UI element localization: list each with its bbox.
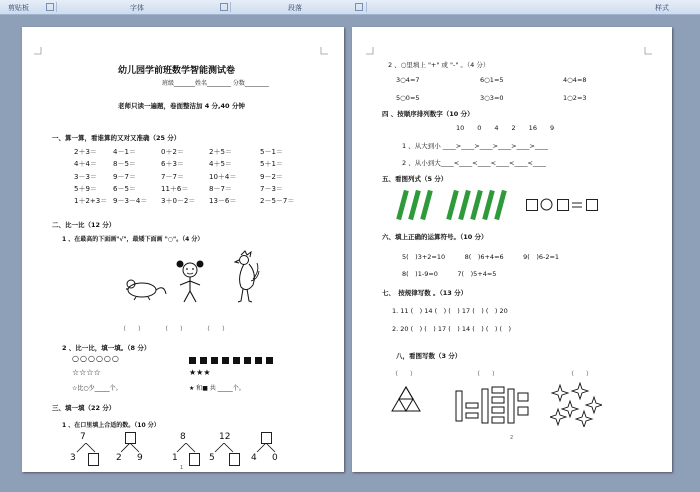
crop-mark-icon: [320, 47, 328, 55]
and-total-text: ★ 和■ 共 _____个。: [189, 385, 245, 392]
arithmetic-column: [209, 146, 236, 207]
ribbon-paragraph-label[interactable]: 段落: [288, 4, 302, 12]
stars-outline-row: ☆☆☆☆: [72, 368, 101, 377]
arithmetic-item: 5＋9＝: [74, 184, 97, 193]
green-stick: [446, 190, 459, 220]
ribbon-styles-label[interactable]: 样式: [655, 4, 669, 12]
arithmetic-item: 9－2＝: [260, 172, 283, 181]
order-ascending[interactable]: 2 、从小到大____<____<____<____<____<____: [402, 159, 546, 167]
section-7-heading: 七、 按规律写数 。（13 分）: [382, 289, 468, 297]
question-2-1: 1 、在最高的下面画"√"，最矮下面画 "○"。（4 分）: [62, 236, 204, 243]
equals-icon: [571, 201, 583, 209]
split-left: 4: [251, 453, 257, 463]
equation-box[interactable]: [586, 199, 598, 211]
crop-mark-icon: [34, 47, 42, 55]
green-stick: [470, 190, 483, 220]
ribbon-clipboard-label[interactable]: 剪贴板: [8, 4, 29, 12]
split-left: 2: [116, 453, 122, 463]
fill-row[interactable]: 5( )3+2=10 8( )6+4=6 9( )6-2=1: [402, 253, 560, 261]
number-split: [207, 432, 241, 468]
fill-row[interactable]: 8( )1-9=0 7( )5+4=5: [402, 270, 497, 278]
arithmetic-column: [74, 146, 107, 207]
compare-text: ☆比○少_____个。: [72, 385, 122, 392]
blocks-figure: [452, 383, 532, 431]
ribbon-separator: [230, 2, 231, 12]
rooster-illustration: [227, 249, 261, 305]
green-stick: [396, 190, 409, 220]
split-top: 8: [180, 432, 186, 442]
page-title: 幼儿园学前班数学智能测试卷: [118, 66, 236, 76]
op-item: 3○4=7: [396, 76, 420, 84]
question-3-1: 1 、在口里填上合适的数。（10 分）: [62, 422, 160, 429]
ribbon-launcher-paragraph[interactable]: [355, 3, 363, 11]
section-3-heading: 三、填一填（22 分）: [52, 404, 116, 412]
order-descending[interactable]: 1 、从大到小 ____>____>____>____>____>____: [402, 142, 548, 150]
sequence-row[interactable]: 1. 11 ( ) 14 ( ) ( ) 17 ( ) ( ) 20: [392, 307, 508, 315]
arithmetic-item: 10＋4＝: [209, 172, 237, 181]
op-item: 5○0=5: [396, 94, 420, 102]
arithmetic-item: 8－5＝: [113, 160, 136, 169]
arithmetic-item: 2＋3＝: [74, 148, 97, 156]
section-2-heading: 二、比一比（12 分）: [52, 221, 116, 229]
stars-filled-row: ★★★: [189, 368, 211, 377]
document-page-1[interactable]: [22, 27, 344, 472]
arithmetic-item: 11＋6＝: [161, 184, 189, 193]
section-5-heading: 五、看图列式（5 分）: [382, 175, 448, 183]
arithmetic-item: 9－7＝: [113, 172, 136, 181]
black-square-icon: [244, 357, 251, 364]
arithmetic-item: 4＋4＝: [74, 160, 97, 169]
arithmetic-item: 0＋2＝: [161, 148, 184, 156]
arithmetic-item: 6－5＝: [113, 184, 136, 193]
black-square-icon: [266, 357, 273, 364]
arithmetic-item: 8－7＝: [209, 184, 232, 193]
document-page-2[interactable]: [352, 27, 672, 472]
arithmetic-item: 6＋3＝: [161, 160, 184, 169]
answer-parentheses[interactable]: （ ）: [474, 371, 499, 378]
ribbon-separator: [366, 2, 367, 12]
circles-row: ○○○○○○: [72, 354, 120, 363]
black-square-icon: [211, 357, 218, 364]
op-item: 1○2=3: [563, 94, 587, 102]
number-split: [250, 432, 284, 468]
ribbon-font-label[interactable]: 字体: [130, 4, 144, 12]
arithmetic-item: 7－3＝: [260, 184, 283, 193]
split-lines-icon: [254, 443, 278, 453]
ribbon-launcher-clipboard[interactable]: [46, 3, 54, 11]
arithmetic-item: 3＋0－2＝: [161, 197, 196, 206]
equation-box[interactable]: [557, 199, 569, 211]
black-square-icon: [255, 357, 262, 364]
split-top: 12: [219, 432, 231, 442]
section-4-heading: 四 、按顺序排列数字（10 分）: [382, 110, 474, 118]
answer-parentheses[interactable]: （ ）: [392, 371, 417, 378]
number-list: 10 0 4 2 16 9: [456, 124, 555, 132]
arithmetic-item: 13－6＝: [209, 197, 237, 206]
arithmetic-item: 2－5－7＝: [260, 197, 295, 206]
crop-mark-icon: [366, 47, 374, 55]
arithmetic-item: 9－3－4＝: [113, 197, 148, 206]
page-number: 2: [510, 435, 514, 441]
answer-box[interactable]: [88, 453, 99, 466]
split-lines-icon: [118, 443, 142, 453]
green-stick: [458, 190, 471, 220]
answer-parentheses-row[interactable]: （ ） （ ） （ ）: [120, 326, 229, 333]
black-square-icon: [200, 357, 207, 364]
black-square-icon: [233, 357, 240, 364]
split-left: 5: [209, 453, 215, 463]
arithmetic-item: 4＋5＝: [209, 160, 232, 169]
green-stick: [482, 190, 495, 220]
split-top: 7: [80, 432, 86, 442]
mouse-illustration: [122, 272, 168, 302]
split-right: 9: [137, 453, 143, 463]
number-split: [70, 432, 100, 468]
arithmetic-item: 2＋5＝: [209, 148, 232, 156]
green-stick: [494, 190, 507, 220]
arithmetic-column: [113, 146, 147, 207]
arithmetic-item: 3－3＝: [74, 172, 97, 181]
student-info-line: 班级_______姓名________ 分数________: [162, 80, 269, 87]
answer-box[interactable]: [229, 453, 240, 466]
split-lines-icon: [212, 443, 236, 453]
equation-circle-icon[interactable]: [540, 198, 553, 211]
split-right: 0: [272, 453, 278, 463]
number-split: [116, 432, 146, 468]
arithmetic-item: 5＋1＝: [260, 160, 283, 169]
section-1-heading: 一、算一算，看谁算的又对又准确（25 分）: [52, 134, 181, 142]
number-split: [172, 432, 202, 468]
answer-parentheses[interactable]: （ ）: [568, 371, 593, 378]
black-square-icon: [189, 357, 196, 364]
arithmetic-item: 5－1＝: [260, 148, 283, 156]
triangles-figure: [390, 385, 422, 413]
equation-box[interactable]: [526, 199, 538, 211]
arithmetic-item: 7－7＝: [161, 172, 184, 181]
split-lines-icon: [74, 443, 98, 453]
arithmetic-item: 4－1＝: [113, 148, 136, 156]
ribbon-separator: [56, 2, 57, 12]
split-left: 1: [172, 453, 178, 463]
black-square-icon: [222, 357, 229, 364]
split-lines-icon: [174, 443, 198, 453]
page-number: 1: [180, 465, 184, 471]
instruction-note: 老师只读一遍题，卷面整洁加 4 分,40 分钟: [118, 102, 245, 110]
op-item: 3○3=0: [480, 94, 504, 102]
green-stick: [420, 190, 433, 220]
stars-figure: [550, 381, 602, 427]
arithmetic-column: [260, 146, 294, 207]
sequence-row[interactable]: 2. 20 ( ) ( ) 17 ( ) 14 ( ) ( ) ( ): [392, 325, 512, 333]
question-2-2: 2 、比一比，填一填。（8 分）: [62, 344, 151, 352]
arithmetic-column: [161, 146, 195, 207]
ribbon-bar: [0, 0, 700, 15]
answer-box[interactable]: [189, 453, 200, 466]
crop-mark-icon: [644, 47, 652, 55]
section-6-heading: 六、填上正确的运算符号。（10 分）: [382, 233, 488, 241]
child-illustration: [174, 259, 206, 305]
op-item: 4○4=8: [563, 76, 587, 84]
split-left: 3: [70, 453, 76, 463]
question-op-heading: 2 、○里填上 "+" 或 "-" 。（4 分）: [388, 61, 490, 69]
green-stick: [408, 190, 421, 220]
section-8-heading: 八，看图写数（3 分）: [396, 352, 462, 360]
ribbon-launcher-font[interactable]: [220, 3, 228, 11]
op-item: 6○1=5: [480, 76, 504, 84]
arithmetic-item: 1＋2+3＝: [74, 197, 108, 206]
